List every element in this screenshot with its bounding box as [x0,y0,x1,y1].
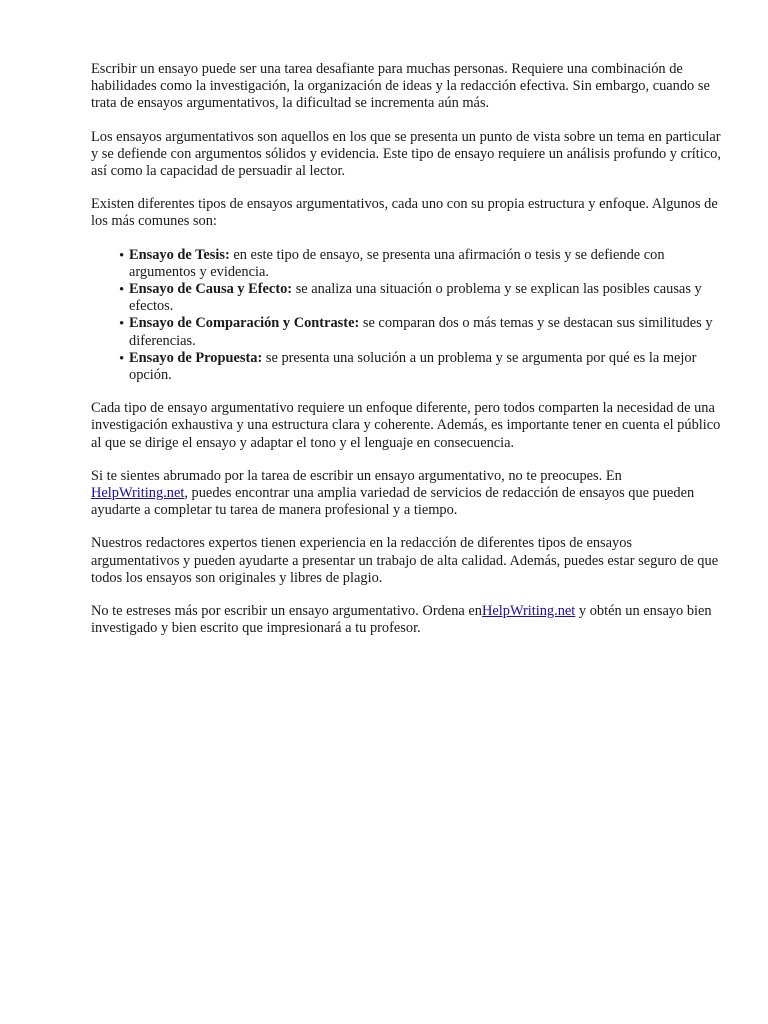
list-item-term: Ensayo de Tesis: [129,246,230,263]
list-item-term: Ensayo de Comparación y Contraste: [129,315,360,332]
paragraph-text: y obtén un ensayo bien investigado y bien escrito que impresionará a tu profesor. [91,603,712,637]
list-item-text: se analiza una situación o problema y se explican las posibles causas y efectos. [129,281,702,315]
list-item-comparacion-contraste [129,315,721,349]
paragraph-approach: Cada tipo de ensayo argumentativo requiere un enfoque diferente, pero todos comparten la necesidad de una investigación exhaustiva y una estructura clara y coherente. Además, es importante tener en cuenta el público al que se dirige el ensayo y adaptar el tono y el lenguaje en consecuencia. [91,400,721,451]
paragraph-closing [91,603,721,637]
paragraph-writers: Nuestros redactores expertos tienen experiencia en la redacción de diferentes tipos de ensayos argumentativos y pueden ayudarte a presentar un trabajo de alta calidad. Además, puedes estar seguro de que todos los ensayos son originales y libres de plagio. [91,535,719,586]
document-body [91,61,721,653]
paragraph-service [91,468,721,520]
paragraph-text: , puedes encontrar una amplia variedad de servicios de redacción de ensayos que pueden ayudarte a completar tu tarea de manera profesional y a tiempo. [91,485,695,519]
list-item-propuesta [129,350,721,384]
list-item-text: se presenta una solución a un problema y se argumenta por qué es la mejor opción. [129,349,697,384]
paragraph-text: Si te sientes abrumado por la tarea de escribir un ensayo argumentativo, no te preocupes. En [91,467,622,484]
paragraph-types-intro: Existen diferentes tipos de ensayos argumentativos, cada uno con su propia estructura y enfoque. Algunos de los más comunes son: [91,196,718,230]
list-item-term: Ensayo de Propuesta: [129,349,263,366]
list-item-term: Ensayo de Causa y Efecto: [129,281,293,298]
list-item-tesis [129,247,721,281]
helpwriting-link[interactable]: HelpWriting.net [91,485,185,502]
list-item-text: en este tipo de ensayo, se presenta una afirmación o tesis y se defiende con argumentos y evidencia. [129,246,665,280]
list-item-causa-efecto [129,281,721,315]
paragraph-text: No te estreses más por escribir un ensayo argumentativo. Ordena en [91,603,482,620]
essay-types-list [91,247,721,385]
list-item-text: se comparan dos o más temas y se destacan sus similitudes y diferencias. [129,315,713,349]
helpwriting-link[interactable]: HelpWriting.net [481,603,576,620]
paragraph-definition: Los ensayos argumentativos son aquellos en los que se presenta un punto de vista sobre un tema en particular y se defiende con argumentos sólidos y evidencia. Este tipo de ensayo requiere un análisis profundo y crítico, así como la capacidad de persuadir al lector. [91,128,721,180]
paragraph-intro: Escribir un ensayo puede ser una tarea desafiante para muchas personas. Requiere una combinación de habilidades como la investigación, la organización de ideas y la redacción efectiva. Sin embargo, cuando se trata de ensayos argumentativos, la dificultad se incrementa aún más. [91,61,710,112]
